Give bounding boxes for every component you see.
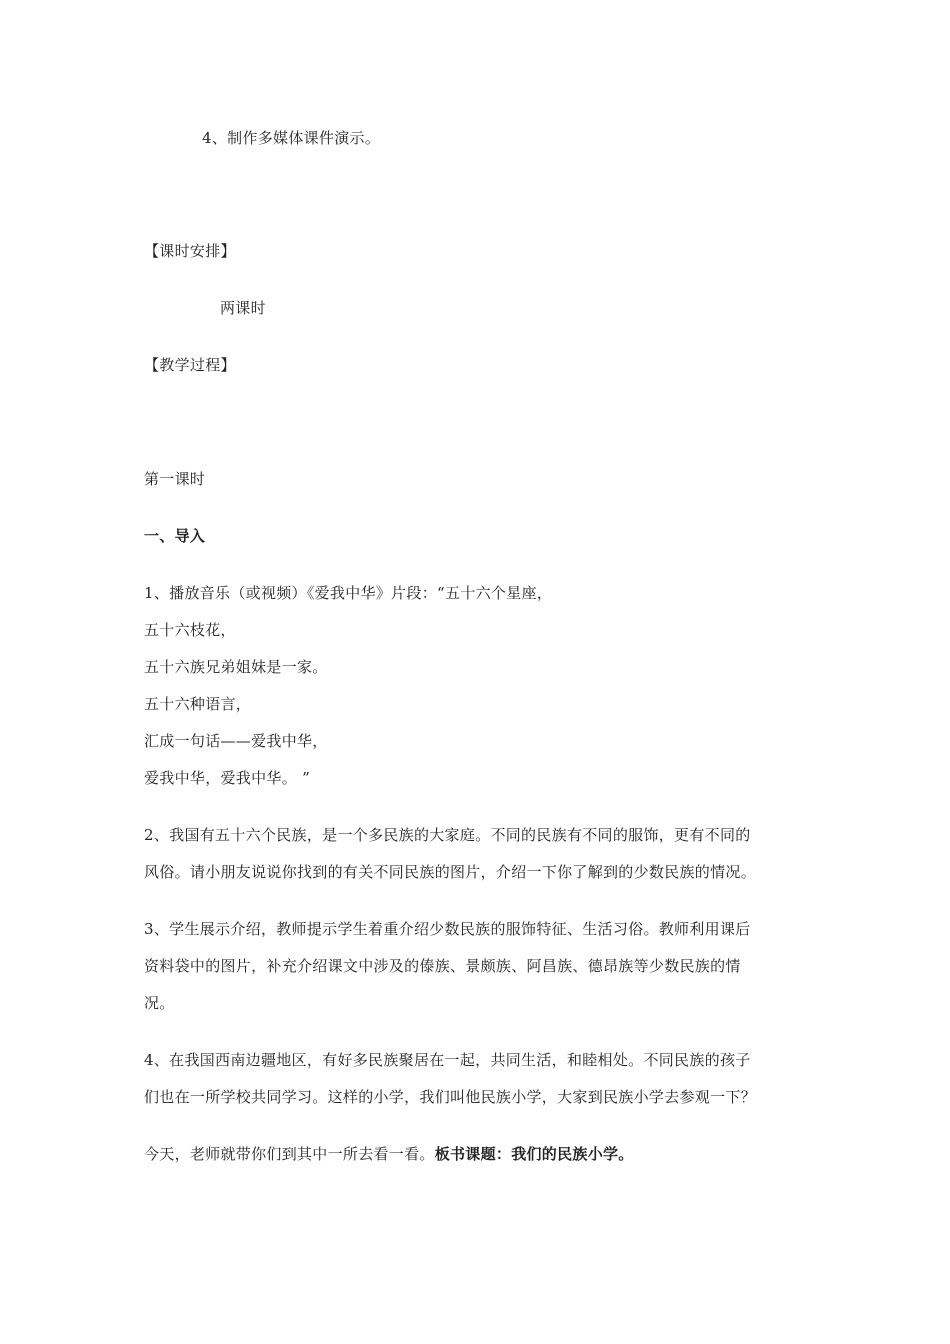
closing-line bbox=[144, 1144, 634, 1164]
step1-line: 汇成一句话——爱我中华， bbox=[144, 732, 328, 750]
step4-line: 4、在我国西南边疆地区，有好多民族聚居在一起，共同生活，和睦相处。不同民族的孩子 bbox=[144, 1051, 751, 1069]
board-title: 板书课题：我们的民族小学。 bbox=[434, 1145, 634, 1163]
step2-line: 2、我国有五十六个民族，是一个多民族的大家庭。不同的民族有不同的服饰，更有不同的 bbox=[144, 826, 751, 844]
step1-line: 五十六枝花， bbox=[144, 621, 236, 639]
step1-line: 五十六族兄弟姐妹是一家。 bbox=[144, 658, 328, 676]
today-text: 今天，老师就带你们到其中一所去看一看。 bbox=[144, 1145, 435, 1163]
step3-line: 3、学生展示介绍，教师提示学生着重介绍少数民族的服饰特征、生活习俗。教师利用课后 bbox=[144, 920, 751, 938]
step1-line: 1、播放音乐（或视频）《爱我中华》片段：“五十六个星座， bbox=[144, 584, 553, 602]
lesson-title: 第一课时 bbox=[144, 470, 206, 488]
schedule-heading: 【课时安排】 bbox=[144, 242, 236, 260]
process-heading: 【教学过程】 bbox=[144, 356, 236, 374]
step3-line: 况。 bbox=[144, 994, 175, 1012]
materials-item-4: 4、制作多媒体课件演示。 bbox=[202, 129, 381, 147]
step1-line: 五十六种语言， bbox=[144, 695, 252, 713]
step4-line: 们也在一所学校共同学习。这样的小学，我们叫他民族小学，大家到民族小学去参观一下？ bbox=[144, 1088, 757, 1106]
step1-line: 爱我中华，爱我中华。 ” bbox=[144, 769, 311, 787]
step3-line: 资料袋中的图片，补充介绍课文中涉及的傣族、景颇族、阿昌族、德昂族等少数民族的情 bbox=[144, 957, 741, 975]
section-heading: 一、导入 bbox=[144, 527, 206, 545]
schedule-value: 两课时 bbox=[220, 299, 266, 317]
step2-line: 风俗。请小朋友说说你找到的有关不同民族的图片，介绍一下你了解到的少数民族的情况。 bbox=[144, 863, 757, 881]
